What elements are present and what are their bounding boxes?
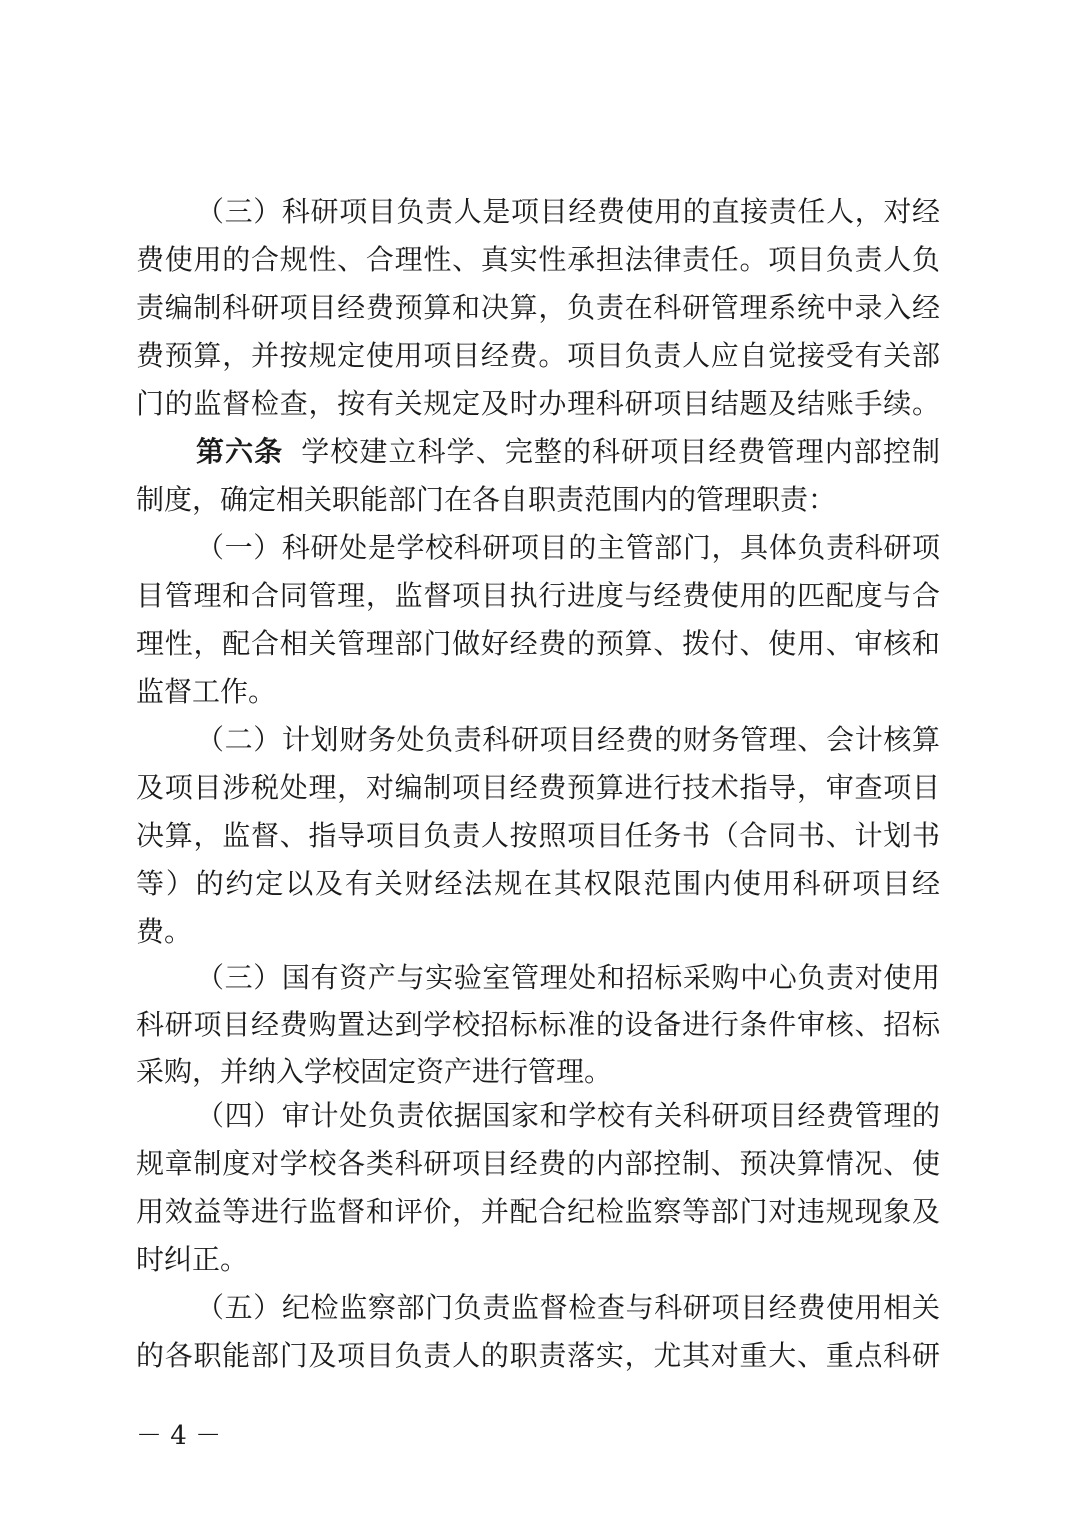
paragraph-line: 用效益等进行监督和评价，并配合纪检监察等部门对违规现象及 <box>136 1195 940 1228</box>
paragraph-line: 费。 <box>136 915 193 948</box>
paragraph-line: （五）纪检监察部门负责监督检查与科研项目经费使用相关 <box>196 1291 940 1324</box>
paragraph-line: 监督工作。 <box>136 675 277 708</box>
paragraph-line: （三）国有资产与实验室管理处和招标采购中心负责对使用 <box>196 961 940 994</box>
paragraph-line: 等）的约定以及有关财经法规在其权限范围内使用科研项目经 <box>136 867 940 900</box>
paragraph-line: 科研项目经费购置达到学校招标标准的设备进行条件审核、招标 <box>136 1008 940 1041</box>
article-heading: 第六条 <box>196 435 284 468</box>
article-line <box>196 432 940 472</box>
paragraph-line: （三）科研项目负责人是项目经费使用的直接责任人，对经 <box>196 195 940 228</box>
page-number: － 4 － <box>136 1421 222 1451</box>
paragraph-line: 规章制度对学校各类科研项目经费的内部控制、预决算情况、使 <box>136 1147 940 1180</box>
paragraph-line: 责编制科研项目经费预算和决算，负责在科研管理系统中录入经 <box>136 291 940 324</box>
paragraph-line: 及项目涉税处理，对编制项目经费预算进行技术指导，审查项目 <box>136 771 940 804</box>
paragraph-line: 理性，配合相关管理部门做好经费的预算、拨付、使用、审核和 <box>136 627 940 660</box>
paragraph-line: （二）计划财务处负责科研项目经费的财务管理、会计核算 <box>196 723 940 756</box>
paragraph-line: 制度，确定相关职能部门在各自职责范围内的管理职责： <box>136 483 837 516</box>
paragraph-line: 目管理和合同管理，监督项目执行进度与经费使用的匹配度与合 <box>136 579 940 612</box>
paragraph-line: 决算，监督、指导项目负责人按照项目任务书（合同书、计划书 <box>136 819 940 852</box>
paragraph-line: （四）审计处负责依据国家和学校有关科研项目经费管理的 <box>196 1099 940 1132</box>
paragraph-line: 的各职能部门及项目负责人的职责落实，尤其对重大、重点科研 <box>136 1339 940 1372</box>
paragraph-line: 费预算，并按规定使用项目经费。项目负责人应自觉接受有关部 <box>136 339 940 372</box>
article-text: 学校建立科学、完整的科研项目经费管理内部控制 <box>301 435 940 468</box>
paragraph-line: 费使用的合规性、合理性、真实性承担法律责任。项目负责人负 <box>136 243 940 276</box>
paragraph-line: 门的监督检查，按有关规定及时办理科研项目结题及结账手续。 <box>136 387 940 420</box>
paragraph-line: 时纠正。 <box>136 1243 249 1276</box>
paragraph-line: （一）科研处是学校科研项目的主管部门，具体负责科研项 <box>196 531 940 564</box>
paragraph-line: 采购，并纳入学校固定资产进行管理。 <box>136 1055 613 1088</box>
